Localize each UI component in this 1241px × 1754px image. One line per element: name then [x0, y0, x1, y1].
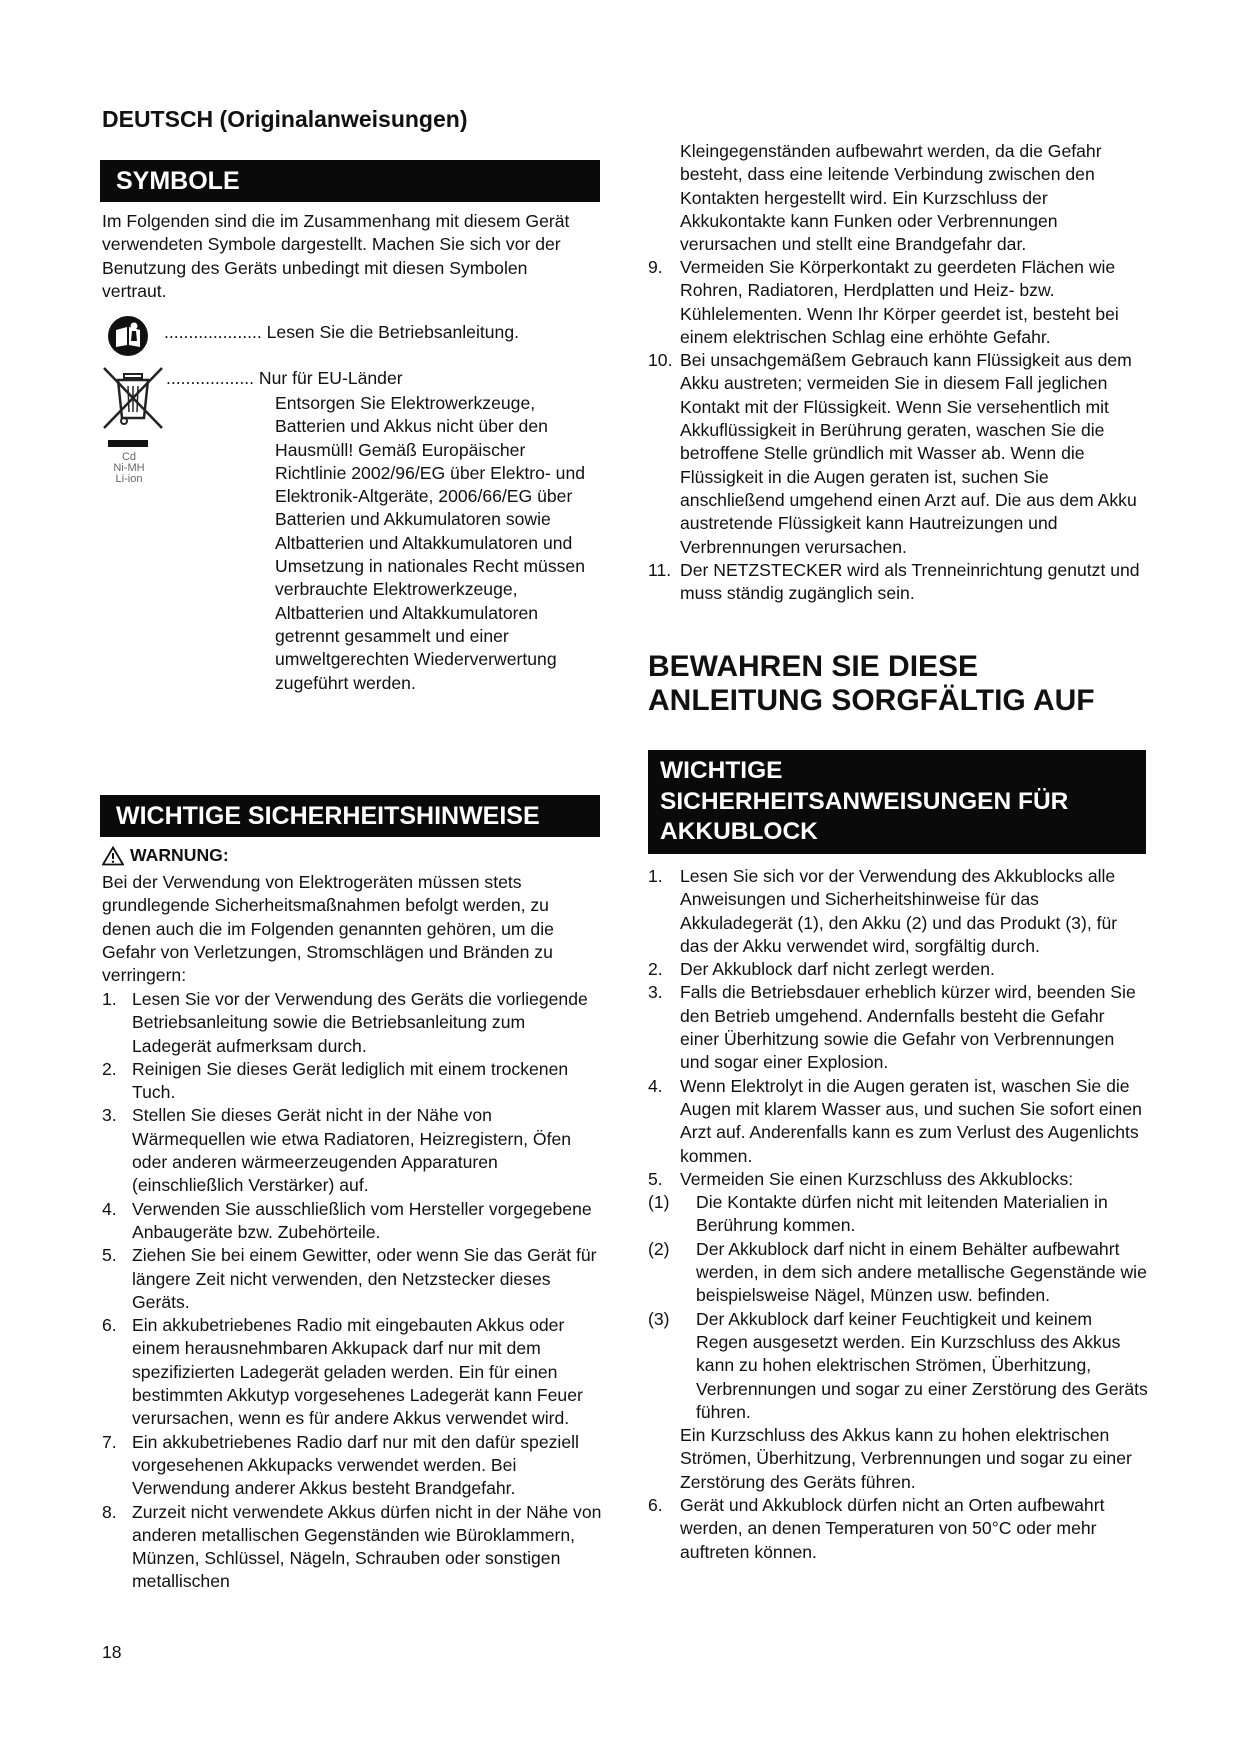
- warning-label: WARNUNG:: [130, 845, 229, 865]
- crossed-bin-icon: [100, 366, 166, 430]
- warning-body: Bei der Verwendung von Elektrogeräten müssen stets grundlegende Sicherheitsmaßnahmen befolgt werden, zu denen auch die im Folgenden genannten gehören, um die Gefahr von Verletzungen, Stromschlägen und Bränden zu verringern:: [102, 872, 554, 986]
- list-item: 6. Gerät und Akkublock dürfen nicht an Orten aufbewahrt werden, an denen Temperaturen von 50°C oder mehr auftreten können.: [648, 1495, 1105, 1562]
- page-number: 18: [102, 1642, 122, 1662]
- akku-sublist: [648, 1191, 1148, 1424]
- list-item: 5. Vermeiden Sie einen Kurzschluss des Akkublocks:: [648, 1168, 1074, 1189]
- list-item: 1. Lesen Sie sich vor der Verwendung des Akkublocks alle Anweisungen und Sicherheitshinweise für das Akkuladegerät (1), den Akku (2) und das Produkt (3), für das der Akku verwendet wird, sorgfältig durch.: [648, 866, 1118, 956]
- section-heading-akkublock: [648, 750, 1146, 854]
- keep-heading-line1: BEWAHREN SIE DIESE: [648, 650, 979, 683]
- chem-bar: [108, 440, 148, 447]
- list-item: 9. Vermeiden Sie Körperkontakt zu geerdeten Flächen wie Rohren, Radiatoren, Herdplatten und Heiz- bzw. Kühlelementen. Wenn Ihr Körper geerdet ist, besteht bei einem elektrischen Schlag eine erhöhte Gefahr.: [648, 257, 1119, 347]
- list-item: (1) Die Kontakte dürfen nicht mit leitenden Materialien in Berührung kommen.: [648, 1192, 1108, 1236]
- list-item: 2. Reinigen Sie dieses Gerät lediglich mit einem trockenen Tuch.: [102, 1058, 569, 1103]
- list-item: 4. Wenn Elektrolyt in die Augen geraten ist, waschen Sie die Augen mit klarem Wasser aus, und suchen Sie sofort einen Arzt auf. Anderenfalls kann es zum Verlust des Augenlichts kommen.: [648, 1075, 1142, 1166]
- akku-short-circuit-note: Ein Kurzschluss des Akkus kann zu hohen elektrischen Strömen, Überhitzung, Verbrennungen und sogar zu einer Zerstörung des Geräts führen.: [680, 1425, 1132, 1492]
- symbol-eu-only-text: .................. Nur für EU-Länder: [166, 368, 403, 388]
- list-item: (2) Der Akkublock darf nicht in einem Behälter aufbewahrt werden, in dem sich andere metallische Gegenstände wie beispielsweise Nägel, Münzen usw. befinden.: [648, 1238, 1147, 1306]
- item8-continuation: Kleingegenständen aufbewahrt werden, da die Gefahr besteht, dass eine leitende Verbindung zwischen den Kontakten hergestellt wird. Ein Kurzschluss der Akkukontakte kann Funken oder Verbrennungen verursachen und stellt eine Brandgefahr dar.: [680, 141, 1102, 255]
- section-heading-symbole: SYMBOLE: [100, 160, 600, 202]
- symbol-eu-disposal-text: Entsorgen Sie Elektrowerkzeuge, Batterien und Akkus nicht über den Hausmüll! Gemäß Europäischer Richtlinie 2002/96/EG über Elektro- und Elektronik-Altgeräte, 2006/66/EG über Batterien und Akkumulatoren sowie Altbatterien und Altakkumulatoren und Umsetzung in nationales Recht müssen verbrauchte Elektrowerkzeuge, Altbatterien und Altakkumulatoren getrennt gesammelt und einer umweltgerechten Wiederverwertung zugeführt werden.: [275, 393, 586, 693]
- akku-heading-line3: AKKUBLOCK: [660, 818, 818, 845]
- section-heading-sicherheitshinweise: WICHTIGE SICHERHEITSHINWEISE: [100, 795, 600, 837]
- keep-instructions-heading: [648, 650, 1095, 718]
- list-item: 3. Stellen Sie dieses Gerät nicht in der Nähe von Wärmequellen wie etwa Radiatoren, Heizregistern, Öfen oder anderen wärmeerzeugenden Apparaturen (einschließlich Verstärker) auf.: [102, 1105, 572, 1196]
- keep-heading-line2: ANLEITUNG SORGFÄLTIG AUF: [648, 684, 1095, 717]
- battery-chemistry-icon: [104, 440, 154, 500]
- akku-heading-line1: WICHTIGE: [660, 757, 783, 784]
- document-title: DEUTSCH (Originalanweisungen): [102, 106, 468, 132]
- list-item: (3) Der Akkublock darf keiner Feuchtigkeit und keinem Regen ausgesetzt werden. Ein Kurzschluss des Akkus kann zu hohen elektrischen Strömen, Überhitzung, Verbrennungen und sogar zu einer Zerstörung des Geräts führen.: [648, 1308, 1148, 1422]
- akku-list: [648, 865, 1148, 1564]
- warning-heading: [102, 845, 229, 866]
- symbol-read-manual-text: .................... Lesen Sie die Betriebsanleitung.: [164, 322, 520, 342]
- safety-list-right: [648, 256, 1148, 605]
- chem-cd: Cd: [121, 451, 137, 463]
- list-item: 1. Lesen Sie vor der Verwendung des Geräts die vorliegende Betriebsanleitung sowie die Betriebsanleitung zum Ladegerät aufmerksam durch.: [102, 989, 588, 1056]
- list-item: 5. Ziehen Sie bei einem Gewitter, oder wenn Sie das Gerät für längere Zeit nicht verwenden, den Netzstecker dieses Geräts.: [102, 1245, 597, 1312]
- list-item: 7. Ein akkubetriebenes Radio darf nur mit den dafür speziell vorgesehenen Akkupacks verwendet werden. Bei Verwendung anderer Akkus besteht Brandgefahr.: [102, 1431, 579, 1499]
- list-item: 2. Der Akkublock darf nicht zerlegt werden.: [648, 959, 995, 980]
- list-item: 10. Bei unsachgemäßem Gebrauch kann Flüssigkeit aus dem Akku austreten; vermeiden Sie in diesem Fall jeglichen Kontakt mit der Flüssigkeit. Wenn Sie versehentlich mit Akkuflüssigkeit in Berührung geraten, waschen Sie die betroffene Stelle gründlich mit Wasser ab. Wenn die Flüssigkeit in die Augen geraten ist, suchen Sie anschließend umgehend einen Arzt auf. Die aus dem Akku austretende Flüssigkeit kann Hautreizungen und Verbrennungen verursachen.: [648, 350, 1137, 557]
- symbole-intro: Im Folgenden sind die im Zusammenhang mit diesem Gerät verwendeten Symbole dargestellt. Machen Sie sich vor der Benutzung des Geräts unbedingt mit diesen Symbolen vertraut.: [102, 211, 570, 301]
- safety-list-left: [102, 988, 602, 1594]
- list-item: 3. Falls die Betriebsdauer erheblich kürzer wird, beenden Sie den Betrieb umgehend. Andernfalls besteht die Gefahr einer Überhitzung sowie die Gefahr von Verbrennungen und sogar einer Explosion.: [648, 982, 1136, 1073]
- chem-nimh: Ni-MH: [113, 462, 145, 474]
- list-item: 11. Der NETZSTECKER wird als Trenneinrichtung genutzt und muss ständig zugänglich sein.: [648, 559, 1140, 604]
- chem-labels: [104, 452, 154, 485]
- read-manual-icon: [106, 314, 150, 358]
- chem-liion: Li-ion: [115, 473, 143, 485]
- list-item: 4. Verwenden Sie ausschließlich vom Hersteller vorgegebene Anbaugeräte bzw. Zubehörteile.: [102, 1198, 592, 1242]
- akku-heading-line2: SICHERHEITSANWEISUNGEN FÜR: [660, 787, 1069, 815]
- warning-triangle-icon: [102, 846, 124, 866]
- list-item: 8. Zurzeit nicht verwendete Akkus dürfen nicht in der Nähe von anderen metallischen Gegenständen wie Büroklammern, Münzen, Schlüssel, Nägeln, Schrauben oder sonstigen metallischen: [102, 1501, 602, 1592]
- list-item: 6. Ein akkubetriebenes Radio mit eingebauten Akkus oder einem herausnehmbaren Akkupack darf nur mit dem spezifizierten Ladegerät geladen werden. Ein für einen bestimmten Akkutyp vorgesehenes Ladegerät kann Feuer verursachen, wenn es für andere Akkus verwendet wird.: [102, 1315, 583, 1429]
